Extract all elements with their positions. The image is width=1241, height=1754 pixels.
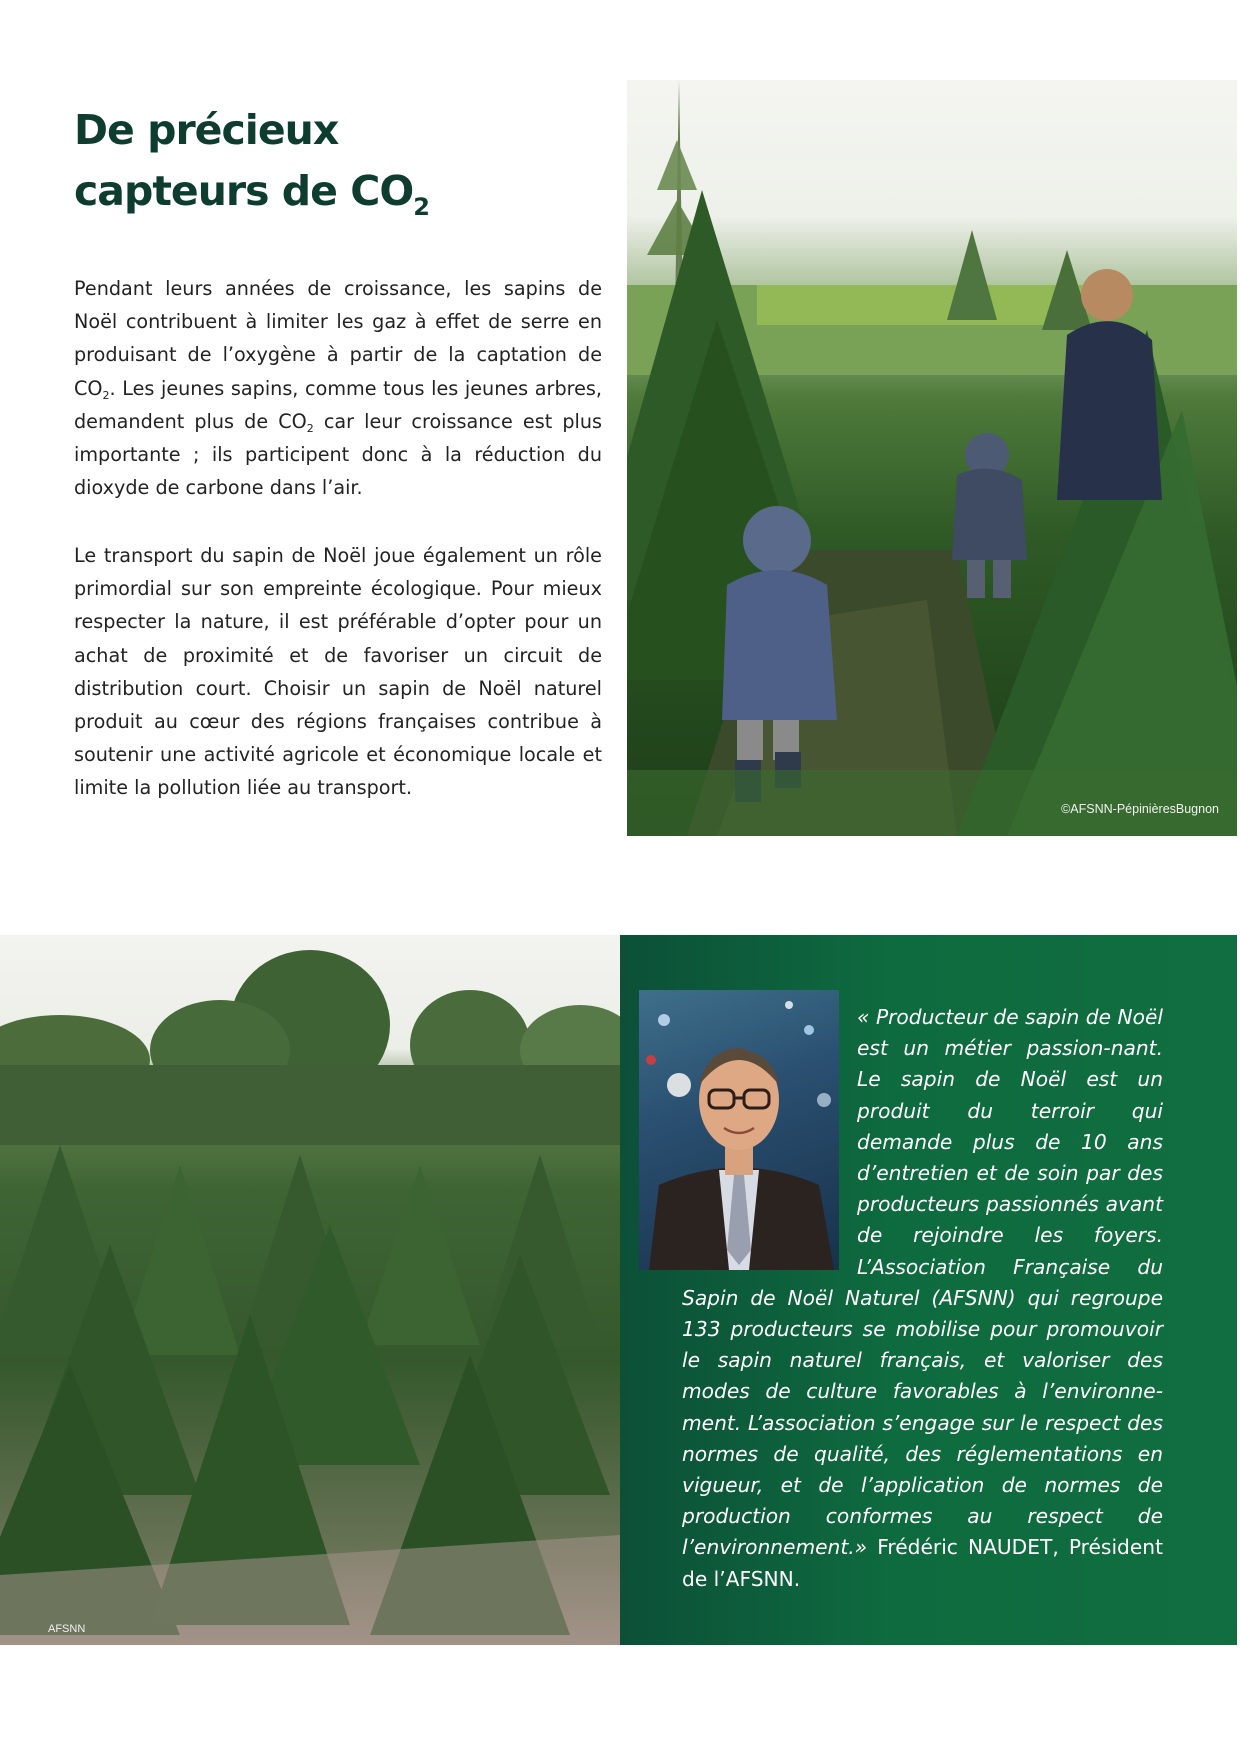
photo-children-in-fir-plantation	[627, 80, 1237, 836]
quote-body: « Producteur de sapin de Noël est un métier passion-nant. Le sapin de Noël est un produit du terroir qui demande plus de 10 ans d’entretien et de soin par des producteurs passionnés avant de rejoindre les foyers. L’Association Française du Sapin de Noël Naturel (AFSNN) qui regroupe 133 producteurs se mobilise pour promouvoir le sapin naturel français, et valoriser des modes de culture favorables à l’environne-ment. L’association s’engage sur le respect des normes de qualité, des réglementations en vigueur, et de l’application de normes de production conformes au respect de l’environnement.»	[682, 1005, 1163, 1560]
co2-subscript-1: 2	[102, 388, 110, 402]
quote-box	[620, 935, 1237, 1645]
photo-top-illustration	[627, 80, 1237, 836]
portrait-illustration	[639, 990, 839, 1270]
paragraph-1-part-1: Pendant leurs années de croissance, les sapins de Noël contribuent à limiter les gaz à effet de serre en produisant de l’oxygène à partir de la captation de CO	[74, 277, 602, 400]
photo-bottom-illustration	[0, 935, 620, 1645]
quote-author: Frédéric NAUDET, Président de l’AFSNN.	[682, 1535, 1163, 1591]
photo-credit-top: ©AFSNN-PépinièresBugnon	[1061, 802, 1219, 816]
paragraph-co2-capture	[74, 272, 602, 504]
co2-subscript-2: 2	[306, 421, 314, 435]
title-line-1: De précieux	[74, 106, 339, 154]
paragraph-1-part-2: . Les jeunes sapins, comme tous les jeunes arbres, demandent plus de CO	[74, 376, 602, 433]
paragraph-1-part-3: car leur croissance est plus importante ; ils participent donc à la réduction du dioxyde de carbone dans l’air.	[74, 409, 602, 500]
photo-fir-tree-plantation	[0, 935, 620, 1645]
title-line-2: capteurs de CO	[74, 167, 414, 215]
photo-credit-bottom: AFSNN	[48, 1623, 86, 1635]
page-title	[74, 100, 594, 222]
portrait-photo-frederic-naudet	[639, 990, 839, 1270]
title-subscript: 2	[413, 193, 429, 221]
paragraph-transport: Le transport du sapin de Noël joue également un rôle primordial sur son empreinte écologique. Pour mieux respecter la nature, il est préférable d’opter pour un achat de proximité et de favoriser un circuit de distribution court. Choisir un sapin de Noël naturel produit au cœur des régions françaises contribue à soutenir une activité agricole et économique locale et limite la pollution liée au transport.	[74, 544, 602, 800]
